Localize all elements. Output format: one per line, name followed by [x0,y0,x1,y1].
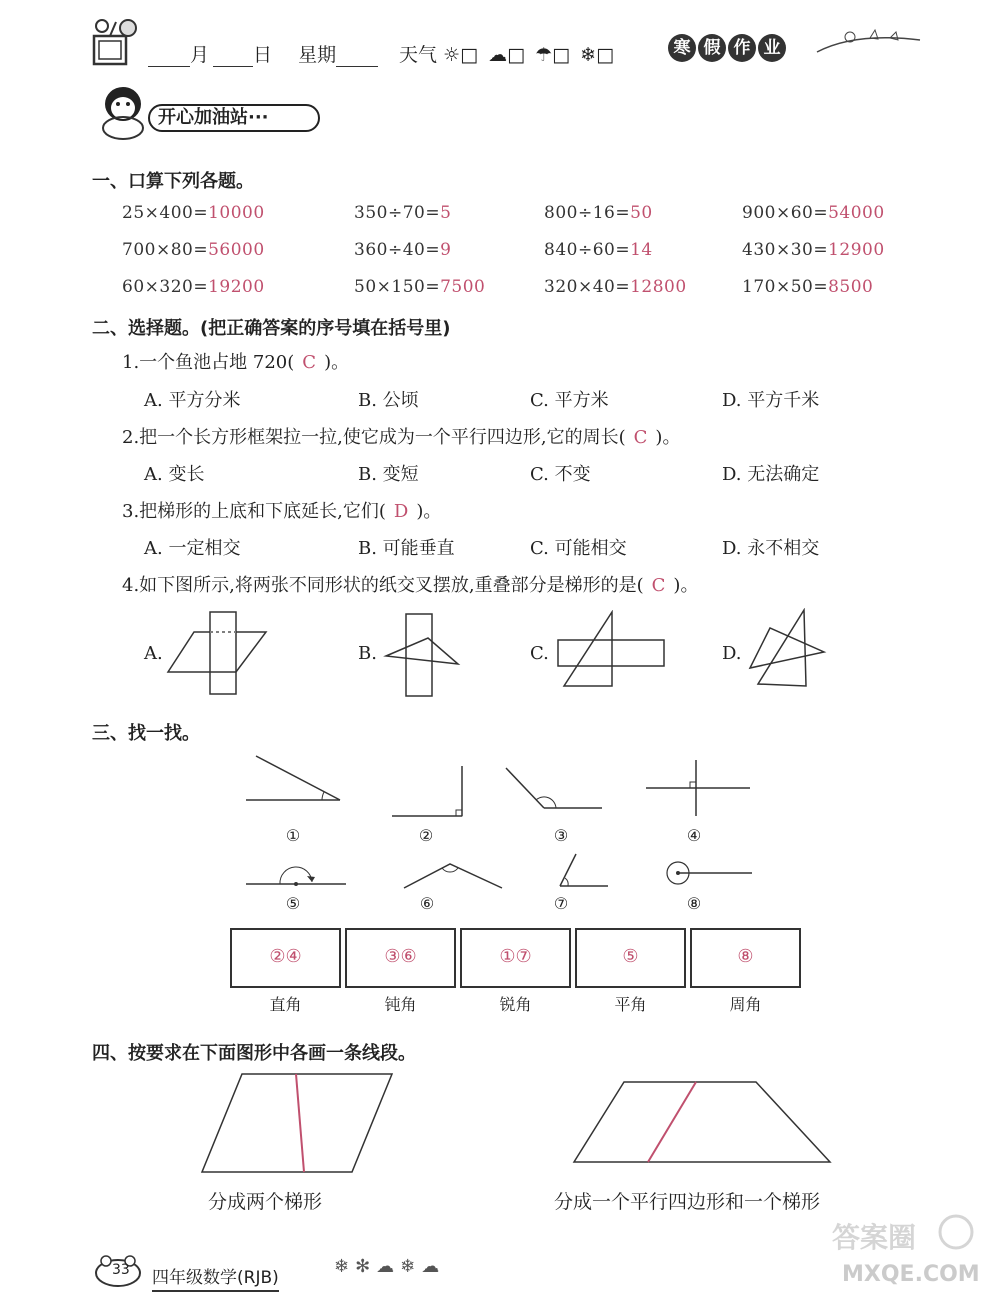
overlap-figure-b [382,612,462,698]
trapezoid-figure [572,1078,834,1166]
question-1 [122,348,349,374]
option: B. 变短 [358,464,419,485]
calc-item [742,277,873,297]
stamp-char: 作 [728,34,756,62]
calc-answer: 12900 [828,240,885,260]
overlap-figure-a [166,610,272,696]
calc-question: 50×150= [354,277,441,297]
weekday-label: 星期 [298,44,337,66]
section4-title: 四、按要求在下面图形中各画一条线段。 [92,1043,416,1064]
answer-box-full [690,928,801,988]
box-answer: ①⑦ [499,946,532,967]
angle-number-1: ① [285,826,301,845]
overlap-figure-d [748,608,828,688]
overlap-figure-c [556,610,668,690]
date-line [148,40,378,67]
stamp-char: 业 [758,34,786,62]
calc-item [544,240,653,260]
sun-icon: ☼□ [443,44,479,66]
angle-number-7: ⑦ [553,894,569,913]
watermark-text: MXQE.COM [842,1262,980,1287]
calc-answer: 12800 [630,277,687,297]
calc-answer: 50 [630,203,653,223]
calc-item [122,240,265,260]
calc-question: 25×400= [122,203,209,223]
month-label: 月 [190,44,210,66]
calc-answer: 54000 [828,203,885,223]
calc-item [742,240,885,260]
option: C. 可能相交 [530,538,627,559]
calc-question: 430×30= [742,240,829,260]
angle-figure-8 [664,858,754,888]
calc-item [742,203,885,223]
answer-box-straight [575,928,686,988]
winter-homework-stamp [668,34,788,62]
angle-number-2: ② [418,826,434,845]
calc-answer: 9 [440,240,452,260]
rain-icon: ☂□ [535,44,571,66]
question-answer: C [633,427,648,448]
calc-question: 840÷60= [544,240,631,260]
watermark-logo [826,1212,976,1252]
section1-title: 一、口算下列各题。 [92,171,254,192]
calc-item [354,240,451,260]
angle-figure-4 [644,758,754,818]
banner-title [148,104,320,132]
caption-trapezoid: 分成一个平行四边形和一个梯形 [554,1191,821,1213]
option: B. 公顷 [358,390,419,411]
question-close: )。 [673,575,699,596]
question-text: 2.把一个长方形框架拉一拉,使它成为一个平行四边形,它的周长( [122,427,626,448]
answer-box-right [230,928,341,988]
angle-figure-1 [244,752,344,812]
angle-number-3: ③ [553,826,569,845]
angle-number-6: ⑥ [419,894,435,913]
section3-title: 三、找一找。 [92,723,200,744]
banner-title-text: 开心加油站··· [158,107,269,128]
weather-label: 天气 [399,44,438,66]
box-answer: ②④ [269,946,302,967]
calc-question: 320×40= [544,277,631,297]
tv-decoration [88,18,143,70]
option: C. 平方米 [530,390,609,411]
calc-answer: 8500 [828,277,874,297]
option: B. 可能垂直 [358,538,455,559]
calc-item [544,203,653,223]
calc-answer: 10000 [208,203,265,223]
box-answer: ③⑥ [384,946,417,967]
angle-figure-2 [390,764,470,820]
question-answer: C [302,352,317,373]
answer-box-obtuse [345,928,456,988]
calc-question: 360÷40= [354,240,441,260]
calc-item [122,277,265,297]
option: D. 永不相交 [722,538,820,559]
question-4 [122,571,698,597]
calc-question: 170×50= [742,277,829,297]
question-close: )。 [324,352,350,373]
box-label: 直角 [269,995,302,1014]
calc-item [354,203,451,223]
calc-answer: 7500 [440,277,486,297]
box-label: 锐角 [499,995,532,1014]
option: A. 变长 [144,464,205,485]
day-label: 日 [253,44,273,66]
calc-question: 60×320= [122,277,209,297]
calc-question: 350÷70= [354,203,441,223]
calc-item [354,277,485,297]
angle-number-4: ④ [686,826,702,845]
option: A. [144,643,163,664]
answer-box-acute [460,928,571,988]
box-label: 钝角 [384,995,417,1014]
question-text: 1.一个鱼池占地 720( [122,352,295,373]
snowflake-decoration: ❄✻☁❄☁ [334,1256,446,1277]
box-answer: ⑧ [737,946,754,967]
box-label: 平角 [614,995,647,1014]
option: B. [358,643,377,664]
section2-title: 二、选择题。(把正确答案的序号填在括号里) [92,318,451,339]
option: A. 平方分米 [144,390,241,411]
angle-figure-7 [556,852,610,888]
question-text: 3.把梯形的上底和下底延长,它们( [122,501,386,522]
question-3 [122,497,441,523]
question-2 [122,423,680,449]
angle-number-8: ⑧ [686,894,702,913]
page-number: 33 [112,1262,130,1278]
calc-answer: 5 [440,203,452,223]
question-close: )。 [416,501,442,522]
option: C. [530,643,549,664]
penguin-mascot [98,82,148,142]
question-answer: D [393,501,409,522]
box-answer: ⑤ [622,946,639,967]
question-close: )。 [655,427,681,448]
question-text: 4.如下图所示,将两张不同形状的纸交叉摆放,重叠部分是梯形的是( [122,575,644,596]
angle-figure-3 [504,766,604,812]
calc-item [122,203,265,223]
option: D. 平方千米 [722,390,820,411]
box-label: 周角 [729,995,762,1014]
cloud-icon: ☁□ [488,44,526,66]
calc-answer: 19200 [208,277,265,297]
question-answer: C [651,575,666,596]
calc-question: 900×60= [742,203,829,223]
snow-icon: ❄□ [580,44,615,66]
option: A. 一定相交 [144,538,241,559]
caption-parallelogram: 分成两个梯形 [208,1191,323,1213]
weather-line [399,40,614,67]
angle-number-5: ⑤ [285,894,301,913]
calc-answer: 14 [630,240,653,260]
calc-question: 700×80= [122,240,209,260]
stamp-char: 假 [698,34,726,62]
option: C. 不变 [530,464,591,485]
option: D. [722,643,742,664]
stamp-char: 寒 [668,34,696,62]
calc-answer: 56000 [208,240,265,260]
parallelogram-figure [200,1070,396,1176]
angle-figure-5 [244,862,348,892]
watermark-logo-text: 答案圈 [832,1221,917,1254]
calc-question: 800÷16= [544,203,631,223]
angle-figure-6 [402,858,504,890]
book-label: 四年级数学(RJB) [152,1263,279,1292]
option: D. 无法确定 [722,464,820,485]
branch-decoration [815,22,925,66]
calc-item [544,277,687,297]
